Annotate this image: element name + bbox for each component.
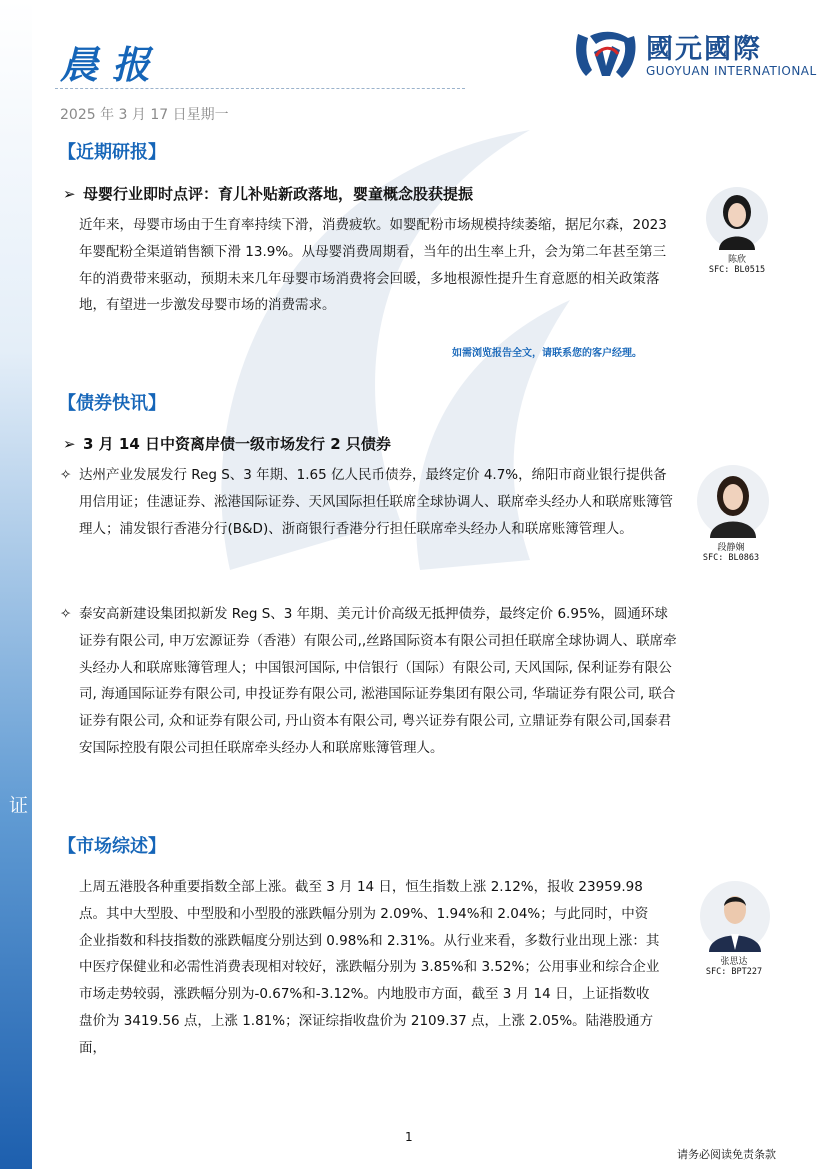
research-headline — [63, 183, 473, 204]
header-divider — [55, 88, 465, 89]
diamond-bullet-icon: ✧ — [60, 606, 72, 622]
analyst-sfc: SFC: BL0863 — [702, 553, 760, 563]
logo-text-cn: 國元國際 — [646, 34, 762, 65]
contact-note: 如需浏览报告全文，请联系您的客户经理。 — [452, 348, 642, 359]
section-title-research: 【近期研报】 — [58, 142, 166, 163]
analyst-photo-icon — [696, 464, 770, 538]
bonds-headline-text: 3 月 14 日中资离岸债一级市场发行 2 只债券 — [83, 435, 391, 453]
report-date: 2025 年 3 月 17 日星期一 — [60, 107, 229, 123]
side-label — [0, 795, 32, 814]
page-title: 晨报 — [60, 43, 165, 87]
bond-item-text: 达州产业发展发行 Reg S、3 年期、1.65 亿人民币债券，最终定价 4.7%，绵阳市商业银行提供备用信用证；佳潓证券、淞港国际证券、天风国际担任联席全球协调人、联席牵头经办人和联席账簿管理人；浦发银行香港分行(B&D)、浙商银行香港分行担任联席牵头经办人和联席账簿管理人。 — [79, 467, 673, 537]
research-headline-text: 母婴行业即时点评：育儿补贴新政落地，婴童概念股获提振 — [83, 185, 474, 203]
arrow-bullet-icon: ➢ — [63, 435, 76, 453]
logo-text-en: GUOYUAN INTERNATIONAL — [646, 64, 817, 78]
disclaimer-link[interactable]: 请务必阅读免责条款 — [677, 1148, 776, 1161]
page-number: 1 — [405, 1130, 413, 1144]
diamond-bullet-icon: ✧ — [60, 467, 72, 483]
market-body: 上周五港股各种重要指数全部上涨。截至 3 月 14 日，恒生指数上涨 2.12%，报收 23959.98 点。其中大型股、中型股和小型股的涨跌幅分别为 2.09%、1.94%和 2.04%；与此同时，中资企业指数和科技指数的涨跌幅度分别达到 0.98%和 2.31%。从行业来看，多数行业出现上涨：其中医疗保健业和必需性消费表现相对较好，涨跌幅分别为 3.85%和 3.52%；公用事业和综合企业市场走势较弱，涨跌幅分别为-0.67%和-3.12%。内地股市方面，截至 3 月 14 日，上证指数收盘价为 3419.56 点，上涨 1.81%；深证综指收盘价为 2109.37 点，上涨 2.05%。陆港股通方面， — [79, 879, 660, 1056]
analyst-card — [696, 464, 766, 563]
arrow-bullet-icon: ➢ — [63, 185, 76, 203]
analyst-sfc: SFC: BL0515 — [708, 265, 766, 275]
company-logo-icon — [572, 26, 640, 82]
analyst-card — [702, 186, 772, 275]
research-body: 近年来，母婴市场由于生育率持续下滑，消费疲软。如婴配粉市场规模持续萎缩，据尼尔森，2023 年婴配粉全渠道销售额下滑 13.9%。从母婴消费周期看，当年的出生率上升，会为第二年甚至第三年的消费带来驱动，预期未来几年母婴市场消费将会回暖，多地根源性提升生育意愿的相关政策落地，有望进一步激发母婴市场的消费需求。 — [79, 217, 667, 314]
bonds-headline — [63, 433, 391, 454]
analyst-card — [699, 880, 769, 977]
bond-item-text: 泰安高新建设集团拟新发 Reg S、3 年期、美元计价高级无抵押债券，最终定价 6.95%，圆通环球证券有限公司, 申万宏源证券（香港）有限公司,,丝路国际资本有限公司担任联席全球协调人、联席牵头经办人和联席账簿管理人；中国银河国际, 中信银行（国际）有限公司, 天风国际, 保利证券有限公司, 海通国际证券有限公司, 申投证券有限公司, 淞港国际证券集团有限公司, 华瑞证券有限公司, 联合证券有限公司, 众和证券有限公司, 丹山资本有限公司, 粤兴证券有限公司, 立鼎证券有限公司,国泰君安国际控股有限公司担任联席牵头经办人和联席账簿管理人。 — [79, 606, 677, 756]
bond-item — [60, 601, 680, 762]
analyst-photo-icon — [705, 186, 769, 250]
analyst-name: 张思达 — [720, 957, 748, 967]
analyst-photo-icon — [699, 880, 771, 952]
side-label-char: 证 — [6, 795, 28, 814]
section-title-bonds: 【债券快讯】 — [58, 393, 166, 414]
side-band — [0, 0, 32, 1169]
analyst-sfc: SFC: BPT227 — [705, 967, 763, 977]
side-label-char — [0, 795, 2, 814]
analyst-name: 陈欣 — [727, 255, 746, 265]
bond-item — [60, 462, 680, 542]
section-title-market: 【市场综述】 — [58, 836, 166, 857]
analyst-name: 段静娴 — [717, 543, 745, 553]
